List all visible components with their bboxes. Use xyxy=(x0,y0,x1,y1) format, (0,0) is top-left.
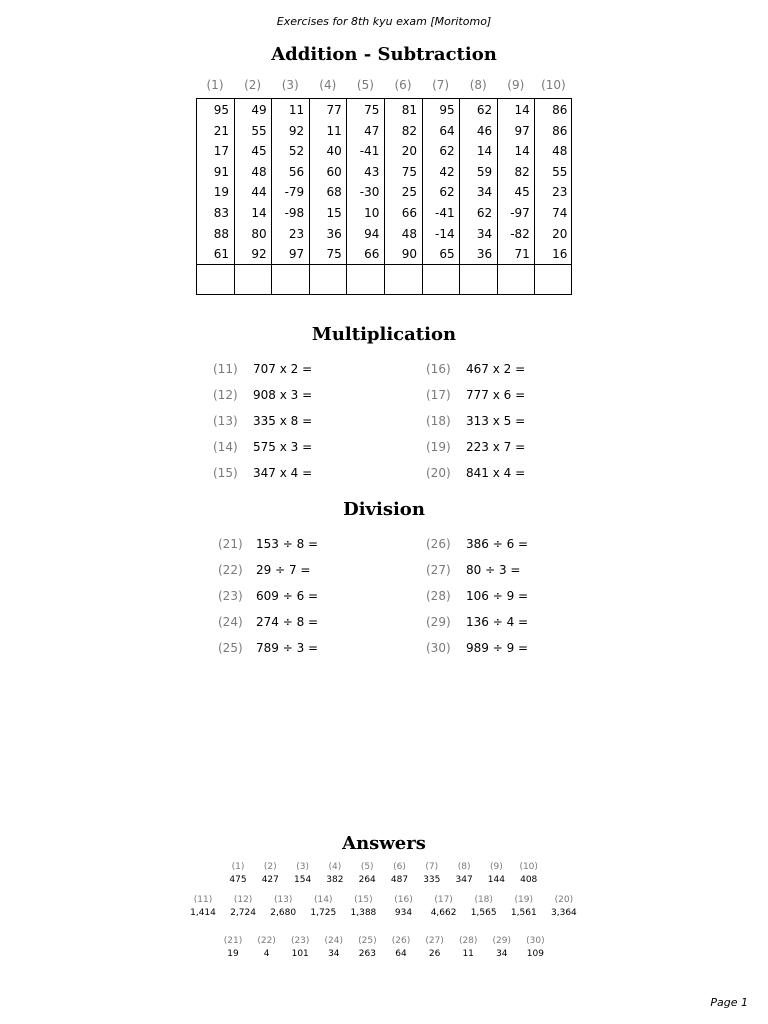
answer-number: (13) xyxy=(273,895,293,905)
addend-cell: 11 xyxy=(326,123,342,138)
addend-cell: 20 xyxy=(401,144,417,159)
answer-number: (23) xyxy=(290,936,310,946)
addend-cell: 64 xyxy=(439,123,455,138)
answer-item xyxy=(222,861,254,887)
answer-value: 347 xyxy=(455,875,473,885)
problem-text: 467 x 2 = xyxy=(466,362,526,376)
problem-number: (28) xyxy=(426,588,451,603)
problem-text: 153 ÷ 8 = xyxy=(256,537,319,551)
addend-cell: 52 xyxy=(288,144,305,159)
addend-cell: 14 xyxy=(514,103,530,117)
answer-number: (7) xyxy=(425,862,439,872)
problem-item xyxy=(426,586,528,606)
answer-value: 427 xyxy=(261,875,279,885)
problem-text: 347 x 4 = xyxy=(253,465,313,480)
addition-title: Addition - Subtraction xyxy=(271,44,497,65)
answer-number: (11) xyxy=(193,895,213,905)
answer-number: (5) xyxy=(360,862,374,872)
addend-cell: -41 xyxy=(359,144,380,159)
addend-cell: 61 xyxy=(213,247,229,262)
answer-number: (20) xyxy=(554,895,574,905)
addend-cell: 75 xyxy=(364,103,380,117)
answer-value: 934 xyxy=(394,908,413,918)
addend-cell: 48 xyxy=(401,226,417,241)
problem-number: (21) xyxy=(218,537,243,551)
addend-cell: 62 xyxy=(439,144,455,159)
problem-text: 136 ÷ 4 = xyxy=(466,614,529,629)
addend-cell: -82 xyxy=(510,226,530,241)
answer-number: (15) xyxy=(354,895,373,905)
answer-box[interactable] xyxy=(310,267,342,293)
answer-number: (24) xyxy=(324,936,344,946)
problem-text: 989 ÷ 9 = xyxy=(466,640,529,655)
answer-item xyxy=(254,861,286,887)
answer-value: 263 xyxy=(358,949,376,959)
addend-cell: 71 xyxy=(514,247,530,262)
answer-value: 487 xyxy=(390,875,409,885)
answer-value: 101 xyxy=(291,949,309,959)
addend-cell: 74 xyxy=(552,206,568,220)
answer-value: 34 xyxy=(496,949,508,959)
answer-value: 1,414 xyxy=(190,908,216,918)
problem-number: (17) xyxy=(426,387,451,402)
addend-cell: 47 xyxy=(364,123,380,138)
problem-text: 335 x 8 = xyxy=(253,413,313,428)
answer-box[interactable] xyxy=(535,267,567,293)
addition-grid xyxy=(196,98,572,295)
problem-text: 106 ÷ 9 = xyxy=(466,588,529,603)
addend-cell: 59 xyxy=(476,164,493,179)
addend-cell: 97 xyxy=(288,247,305,262)
column-label: (3) xyxy=(281,78,299,92)
addend-cell: 23 xyxy=(552,185,568,200)
answer-box[interactable] xyxy=(498,267,530,293)
answer-value: 1,565 xyxy=(470,908,497,918)
addend-cell: -41 xyxy=(434,206,455,220)
answer-item xyxy=(384,861,416,887)
answer-item xyxy=(303,894,343,920)
answer-value: 26 xyxy=(428,949,441,959)
addend-cell: 88 xyxy=(213,226,229,241)
answer-item xyxy=(513,861,545,887)
problem-item xyxy=(213,437,312,457)
answer-box[interactable] xyxy=(347,267,379,293)
answer-value: 382 xyxy=(326,875,344,885)
addend-cell: 62 xyxy=(476,103,493,117)
problem-text: 841 x 4 = xyxy=(466,465,526,480)
addend-cell: 92 xyxy=(288,123,305,138)
addend-cell: 65 xyxy=(439,247,455,262)
problem-number: (27) xyxy=(426,562,451,577)
problem-text: 386 ÷ 6 = xyxy=(466,537,529,551)
answer-number: (25) xyxy=(358,936,377,946)
answer-value: 4 xyxy=(263,949,270,959)
answer-number: (10) xyxy=(519,862,538,872)
answer-item xyxy=(317,935,351,961)
addend-cell: 45 xyxy=(251,144,267,159)
problem-item xyxy=(426,534,528,554)
problem-number: (15) xyxy=(213,465,238,480)
answer-value: 335 xyxy=(423,875,441,885)
addend-cell: 25 xyxy=(401,185,417,200)
answer-value: 109 xyxy=(526,949,544,959)
addend-cell: 36 xyxy=(326,226,342,241)
answer-item xyxy=(283,935,317,961)
addend-cell: 55 xyxy=(552,164,568,179)
answer-number: (9) xyxy=(490,862,503,872)
addend-cell: 95 xyxy=(213,103,229,117)
addend-cell: 48 xyxy=(552,144,568,159)
addend-cell: -30 xyxy=(359,185,380,200)
answer-value: 3,364 xyxy=(551,908,577,918)
answer-number: (27) xyxy=(425,936,444,946)
problem-item xyxy=(426,463,525,483)
addend-cell: 60 xyxy=(326,164,342,179)
addend-cell: 75 xyxy=(401,164,417,179)
page-header: Exercises for 8th kyu exam [Moritomo] xyxy=(276,15,492,28)
addend-cell: 36 xyxy=(476,247,493,262)
problem-item xyxy=(213,411,312,431)
page-footer: Page 1 xyxy=(710,996,748,1009)
answer-item xyxy=(448,861,480,887)
addend-cell: 62 xyxy=(439,185,455,200)
addend-cell: 86 xyxy=(552,123,568,138)
answer-value: 2,724 xyxy=(230,908,256,918)
answer-number: (18) xyxy=(474,895,493,905)
addend-cell: 34 xyxy=(476,185,493,200)
answer-item xyxy=(351,861,383,887)
answer-value: 19 xyxy=(227,949,239,959)
problem-number: (16) xyxy=(426,362,451,376)
answer-value: 11 xyxy=(462,949,474,959)
addend-cell: 92 xyxy=(251,247,267,262)
column-label: (7) xyxy=(432,78,450,92)
answer-number: (30) xyxy=(526,936,545,946)
answer-item xyxy=(216,935,250,961)
answer-item xyxy=(464,894,504,920)
addend-cell: 68 xyxy=(326,185,342,200)
addend-cell: 44 xyxy=(251,185,267,200)
addend-cell: 14 xyxy=(251,206,267,220)
answer-item xyxy=(343,894,383,920)
problem-number: (25) xyxy=(218,640,243,655)
addend-cell: 43 xyxy=(364,164,380,179)
problem-text: 777 x 6 = xyxy=(466,387,526,402)
problem-number: (14) xyxy=(213,439,238,454)
problem-item xyxy=(218,586,318,606)
problem-number: (18) xyxy=(426,413,451,428)
problem-text: 575 x 3 = xyxy=(253,439,313,454)
answer-item xyxy=(287,861,319,887)
answer-number: (17) xyxy=(434,895,453,905)
answer-number: (3) xyxy=(296,862,309,872)
problem-number: (19) xyxy=(426,439,451,454)
addend-cell: 81 xyxy=(401,103,417,117)
addend-cell: 34 xyxy=(476,226,493,241)
addend-cell: 90 xyxy=(401,247,417,262)
addend-cell: 80 xyxy=(251,226,267,241)
answer-item xyxy=(518,935,552,961)
column-label: (8) xyxy=(469,78,487,92)
problem-item xyxy=(426,638,528,658)
answer-value: 64 xyxy=(395,949,407,959)
problem-item xyxy=(426,560,520,580)
addend-cell: -98 xyxy=(284,206,305,220)
answer-value: 264 xyxy=(358,875,376,885)
answer-item xyxy=(350,935,384,961)
answer-item xyxy=(504,894,544,920)
answer-number: (19) xyxy=(514,895,534,905)
problem-item xyxy=(426,411,525,431)
answer-value: 144 xyxy=(487,875,505,885)
answer-value: 34 xyxy=(328,949,340,959)
answer-item xyxy=(384,894,424,920)
answers-title: Answers xyxy=(342,833,426,854)
problem-item xyxy=(218,560,310,580)
addend-cell: 91 xyxy=(213,164,229,179)
answer-box[interactable] xyxy=(272,267,304,293)
answer-item xyxy=(183,894,223,920)
answer-number: (6) xyxy=(393,862,406,872)
answer-box[interactable] xyxy=(385,267,417,293)
answer-number: (12) xyxy=(233,895,253,905)
addend-cell: 11 xyxy=(288,103,305,117)
problem-item xyxy=(426,437,525,457)
problem-number: (23) xyxy=(218,588,243,603)
answer-value: 1,388 xyxy=(350,908,377,918)
problem-item xyxy=(213,463,312,483)
answer-number: (2) xyxy=(263,862,277,872)
problem-item xyxy=(426,385,525,405)
problem-text: 313 x 5 = xyxy=(466,413,526,428)
problem-text: 223 x 7 = xyxy=(466,439,526,454)
answer-number: (14) xyxy=(314,895,333,905)
answer-number: (21) xyxy=(223,936,243,946)
addend-cell: 49 xyxy=(251,103,267,117)
answer-value: 475 xyxy=(229,875,247,885)
problem-number: (12) xyxy=(213,387,238,402)
answer-item xyxy=(319,861,351,887)
answer-item xyxy=(263,894,303,920)
addend-cell: 66 xyxy=(364,247,380,262)
column-label: (1) xyxy=(206,78,224,92)
problem-text: 908 x 3 = xyxy=(253,387,313,402)
answer-item xyxy=(384,935,418,961)
addend-cell: 14 xyxy=(514,144,530,159)
answer-value: 4,662 xyxy=(430,908,457,918)
problem-text: 609 ÷ 6 = xyxy=(256,588,319,603)
answer-box[interactable] xyxy=(197,267,229,293)
answer-value: 1,725 xyxy=(310,908,337,918)
addend-cell: 97 xyxy=(514,123,530,138)
problem-item xyxy=(218,638,318,658)
addend-cell: 40 xyxy=(326,144,342,159)
addend-cell: 21 xyxy=(213,123,229,138)
addend-cell: -97 xyxy=(510,206,530,220)
answer-value: 2,680 xyxy=(270,908,297,918)
column-label: (6) xyxy=(394,78,412,92)
addend-cell: 94 xyxy=(364,226,380,241)
answer-box[interactable] xyxy=(460,267,492,293)
answer-value: 408 xyxy=(520,875,538,885)
addend-cell: 82 xyxy=(401,123,417,138)
problem-number: (30) xyxy=(426,640,451,655)
problem-text: 274 ÷ 8 = xyxy=(256,614,319,629)
answer-number: (1) xyxy=(231,862,245,872)
problem-number: (11) xyxy=(213,362,238,376)
problem-number: (26) xyxy=(426,537,451,551)
division-title: Division xyxy=(343,499,425,520)
column-label: (9) xyxy=(507,78,525,92)
answer-value: 154 xyxy=(294,875,312,885)
problem-item xyxy=(213,359,312,379)
multiplication-title: Multiplication xyxy=(311,324,457,345)
addend-cell: 46 xyxy=(476,123,493,138)
problem-text: 707 x 2 = xyxy=(253,362,313,376)
column-label: (2) xyxy=(244,78,262,92)
addend-cell: -79 xyxy=(284,185,305,200)
addend-cell: 55 xyxy=(251,123,267,138)
column-label: (10) xyxy=(541,78,566,92)
addend-cell: 45 xyxy=(514,185,530,200)
answer-box[interactable] xyxy=(423,267,455,293)
addition-column-labels xyxy=(196,78,574,94)
answer-box[interactable] xyxy=(235,267,267,293)
addend-cell: -14 xyxy=(434,226,455,241)
answer-item xyxy=(480,861,512,887)
addend-cell: 75 xyxy=(326,247,342,262)
answer-value: 1,561 xyxy=(510,908,537,918)
answer-number: (26) xyxy=(391,936,411,946)
addend-cell: 15 xyxy=(326,206,342,220)
problem-item xyxy=(426,359,525,379)
problem-item xyxy=(426,612,528,632)
answer-number: (8) xyxy=(457,862,471,872)
addend-cell: 82 xyxy=(514,164,530,179)
answer-item xyxy=(250,935,284,961)
column-label: (4) xyxy=(319,78,337,92)
problem-item xyxy=(218,534,318,554)
addend-cell: 14 xyxy=(476,144,493,159)
answer-number: (28) xyxy=(458,936,478,946)
addend-cell: 10 xyxy=(364,206,380,220)
addend-cell: 95 xyxy=(439,103,455,117)
problem-number: (20) xyxy=(426,465,451,480)
addend-cell: 48 xyxy=(251,164,267,179)
addend-cell: 86 xyxy=(552,103,568,117)
answer-item xyxy=(485,935,519,961)
addend-cell: 17 xyxy=(213,144,229,159)
answer-item xyxy=(416,861,448,887)
problem-item xyxy=(218,612,318,632)
column-label: (5) xyxy=(356,78,374,92)
problem-number: (29) xyxy=(426,614,451,629)
answer-item xyxy=(451,935,485,961)
answer-item xyxy=(223,894,263,920)
problem-item xyxy=(213,385,312,405)
addend-cell: 20 xyxy=(552,226,568,241)
answer-item xyxy=(418,935,452,961)
problem-number: (13) xyxy=(213,413,238,428)
addend-cell: 83 xyxy=(213,206,229,220)
answer-item xyxy=(424,894,464,920)
addend-cell: 66 xyxy=(401,206,417,220)
addend-cell: 42 xyxy=(439,164,455,179)
addend-cell: 23 xyxy=(288,226,305,241)
problem-text: 789 ÷ 3 = xyxy=(256,640,319,655)
answer-item xyxy=(544,894,584,920)
addend-cell: 19 xyxy=(213,185,229,200)
addend-cell: 16 xyxy=(552,247,568,262)
problem-text: 29 ÷ 7 = xyxy=(256,562,311,577)
answer-number: (22) xyxy=(257,936,276,946)
answer-number: (29) xyxy=(492,936,512,946)
answer-number: (16) xyxy=(394,895,413,905)
problem-text: 80 ÷ 3 = xyxy=(466,562,521,577)
answer-number: (4) xyxy=(328,862,342,872)
addend-cell: 56 xyxy=(288,164,305,179)
addend-cell: 77 xyxy=(326,103,342,117)
problem-number: (22) xyxy=(218,562,243,577)
problem-number: (24) xyxy=(218,614,243,629)
addend-cell: 62 xyxy=(476,206,493,220)
